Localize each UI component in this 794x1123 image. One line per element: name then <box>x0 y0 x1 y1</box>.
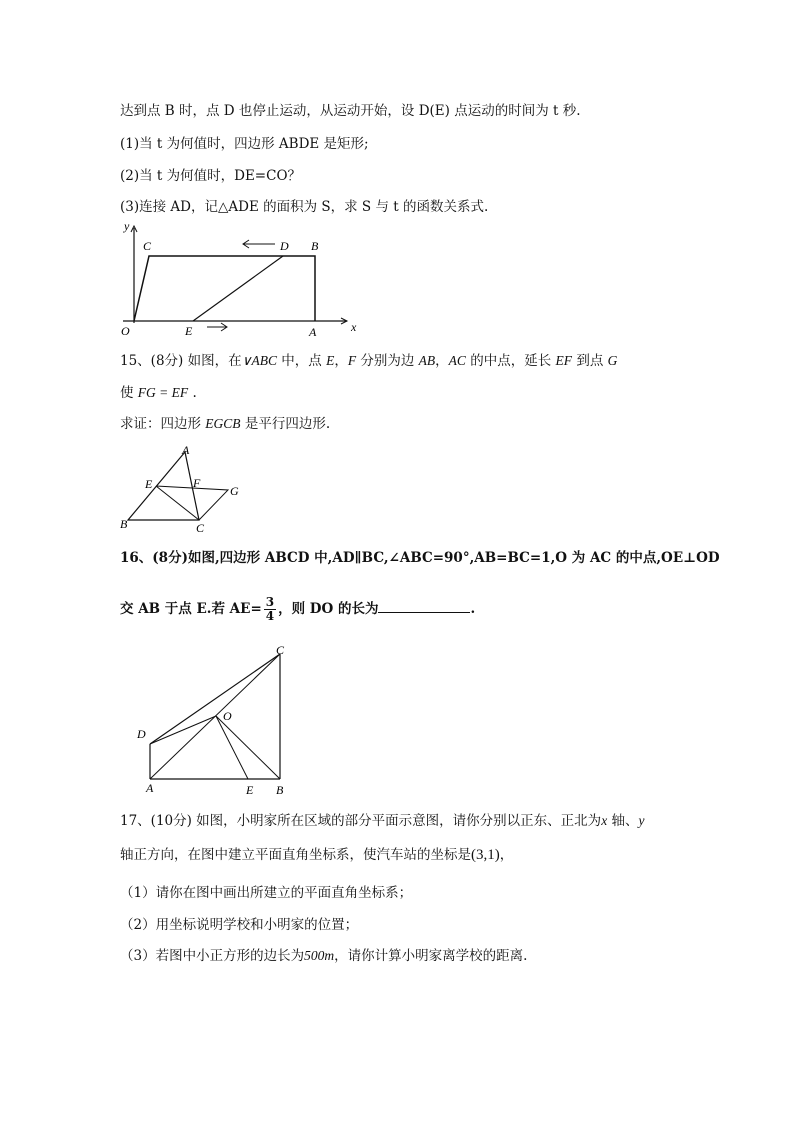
q17-sub-3: （3）若图中小正方形的边长为500m，请你计算小明家离学校的距离. <box>120 948 528 964</box>
quadrilateral-OCBA <box>134 256 315 321</box>
figure-rectangle-coordinate <box>115 218 375 343</box>
segment-OE <box>216 716 248 779</box>
text-line-3: (2)当 t 为何值时，DE=CO？ <box>120 168 302 184</box>
label-B: B <box>311 239 319 253</box>
label-C: C <box>143 239 152 253</box>
label-x: x <box>351 320 357 334</box>
label-A: A <box>309 325 317 339</box>
q17-sub-2: （2）用坐标说明学校和小明家的位置； <box>120 917 359 933</box>
text-line-4: (3)连接 AD，记△ADE 的面积为 S，求 S 与 t 的函数关系式. <box>120 199 489 215</box>
label-D: D <box>280 239 289 253</box>
q17-line-2: 轴正方向，在图中建立平面直角坐标系，使汽车站的坐标是(3,1)， <box>120 847 514 863</box>
segment-DO <box>150 716 216 744</box>
segment-OB <box>216 716 280 779</box>
q15-line-2: 使 FG = EF . <box>120 385 197 401</box>
q16-line-1: 16、(8分)如图,四边形 ABCD 中,AD∥BC,∠ABC=90°,AB=BC=1,O 为 AC 的中点,OE⊥OD <box>120 550 720 566</box>
label-B: B <box>120 517 128 531</box>
label-E: E <box>246 783 254 797</box>
fraction-three-quarters: $\frac{3}{4}$ <box>265 595 275 623</box>
text-line-1: 达到点 B 时，点 D 也停止运动，从运动开始，设 D(E) 点运动的时间为 t 秒. <box>120 103 581 119</box>
label-A: A <box>146 781 154 795</box>
q17-sub-1: （1）请你在图中画出所建立的平面直角坐标系； <box>120 885 413 901</box>
q15-line-1: 15、(8分) 如图，在∨ABC 中，点 E，F 分别为边 AB，AC 的中点，延长 EF 到点 G <box>120 353 618 369</box>
text-line-2: (1)当 t 为何值时，四边形 ABDE 是矩形; <box>120 136 369 152</box>
answer-blank[interactable] <box>378 598 470 613</box>
figure-quadrilateral-ABCD <box>132 640 297 800</box>
q15-line-3: 求证：四边形 EGCB 是平行四边形. <box>120 416 331 432</box>
label-D: D <box>137 727 146 741</box>
label-E: E <box>145 477 153 491</box>
label-B: B <box>276 783 284 797</box>
label-O: O <box>223 709 232 723</box>
q17-line-1: 17、(10分) 如图，小明家所在区域的部分平面示意图，请你分别以正东、正北为x 轴、y <box>120 813 645 829</box>
label-y: y <box>124 219 130 233</box>
label-F: F <box>193 476 201 490</box>
label-C: C <box>276 643 285 657</box>
label-E: E <box>185 324 193 338</box>
label-C: C <box>196 521 205 535</box>
label-A: A <box>182 443 190 457</box>
label-G: G <box>230 484 239 498</box>
segment-DE <box>193 256 283 321</box>
label-O: O <box>121 324 130 338</box>
figure-triangle-parallelogram <box>118 443 248 538</box>
q16-line-2: 交 AB 于点 E.若 AE= $\frac{3}{4}$ ，则 DO 的长为 . <box>120 595 476 623</box>
segment-DC <box>150 654 280 744</box>
